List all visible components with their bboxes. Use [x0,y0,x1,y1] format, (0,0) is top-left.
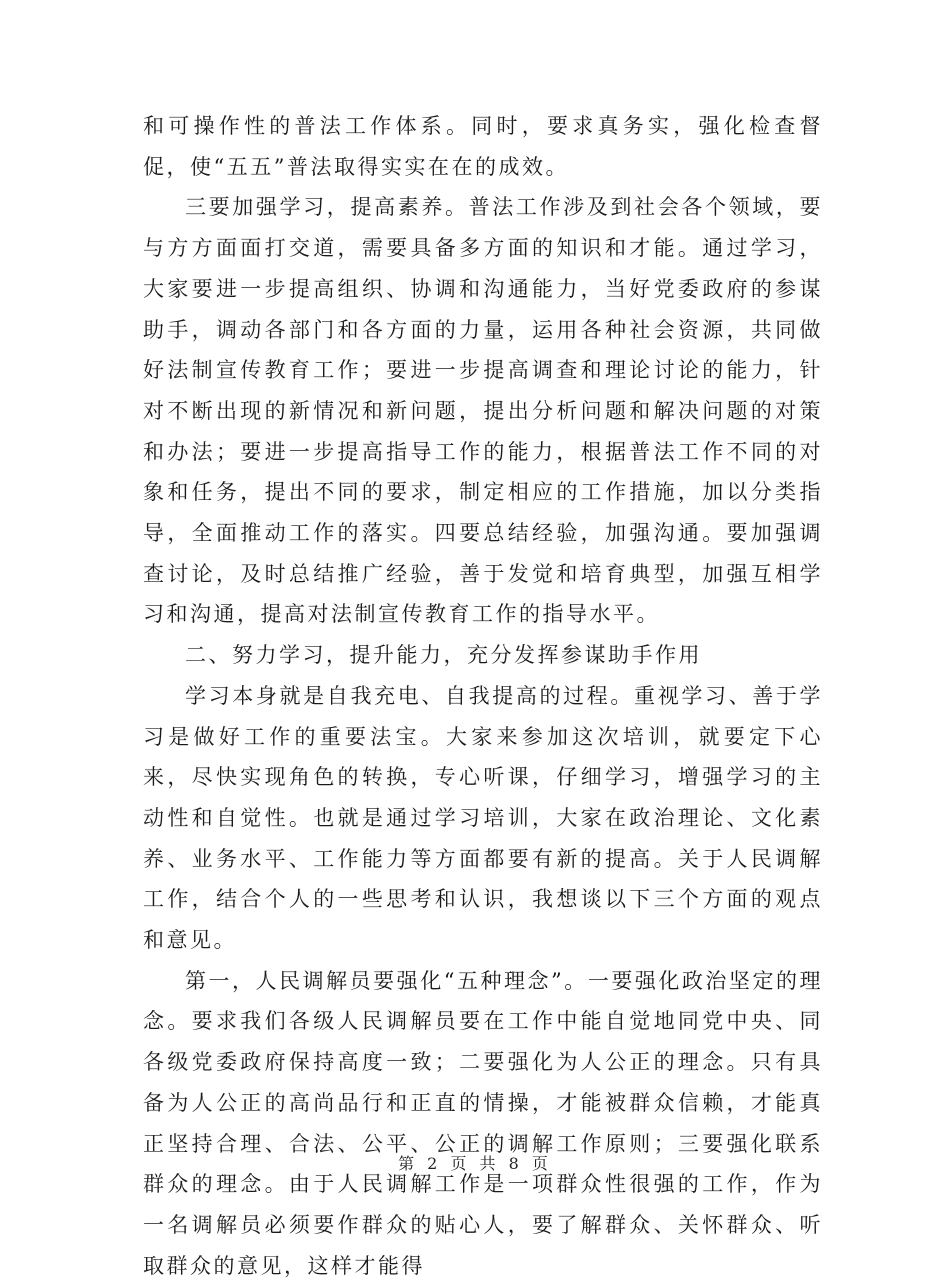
document-body [143,106,823,1286]
paragraph-learning: 学习本身就是自我充电、自我提高的过程。重视学习、善于学习是做好工作的重要法宝。大家来参加这次培训，就要定下心来，尽快实现角色的转换，专心听课，仔细学习，增强学习的主动性和自觉性。也就是通过学习培训，大家在政治理论、文化素养、业务水平、工作能力等方面都要有新的提高。关于人民调解工作，结合个人的一些思考和认识，我想谈以下三个方面的观点和意见。 [143,683,823,953]
paragraph-study: 三要加强学习，提高素养。普法工作涉及到社会各个领域，要与方方面面打交道，需要具备多方面的知识和才能。通过学习，大家要进一步提高组织、协调和沟通能力，当好党委政府的参谋助手，调动各部门和各方面的力量，运用各种社会资源，共同做好法制宣传教育工作；要进一步提高调查和理论讨论的能力，针对不断出现的新情况和新问题，提出分析问题和解决问题的对策和办法；要进一步提高指导工作的能力，根据普法工作不同的对象和任务，提出不同的要求，制定相应的工作措施，加以分类指导，全面推动工作的落实。四要总结经验，加强沟通。要加强调查讨论，及时总结推广经验，善于发觉和培育典型，加强互相学习和沟通，提高对法制宣传教育工作的指导水平。 [143,195,823,627]
paragraph-continuation: 和可操作性的普法工作体系。同时，要求真务实，强化检查督促，使“五五”普法取得实实在在的成效。 [143,114,823,179]
page-footer: 第 2 页 共 8 页 [398,1154,552,1173]
paragraph-five-concepts: 第一，人民调解员要强化“五种理念”。一要强化政治坚定的理念。要求我们各级人民调解员要在工作中能自觉地同党中央、同各级党委政府保持高度一致；二要强化为人公正的理念。只有具备为人公正的高尚品行和正直的情操，才能被群众信赖，才能真正坚持合理、合法、公平、公正的调解工作原则；三要强化联系群众的理念。由于人民调解工作是一项群众性很强的工作，作为一名调解员必须要作群众的贴心人，要了解群众、关怀群众、听取群众的意见，这样才能得 [143,968,823,1278]
section-heading: 二、努力学习，提升能力，充分发挥参谋助手作用 [185,643,702,668]
